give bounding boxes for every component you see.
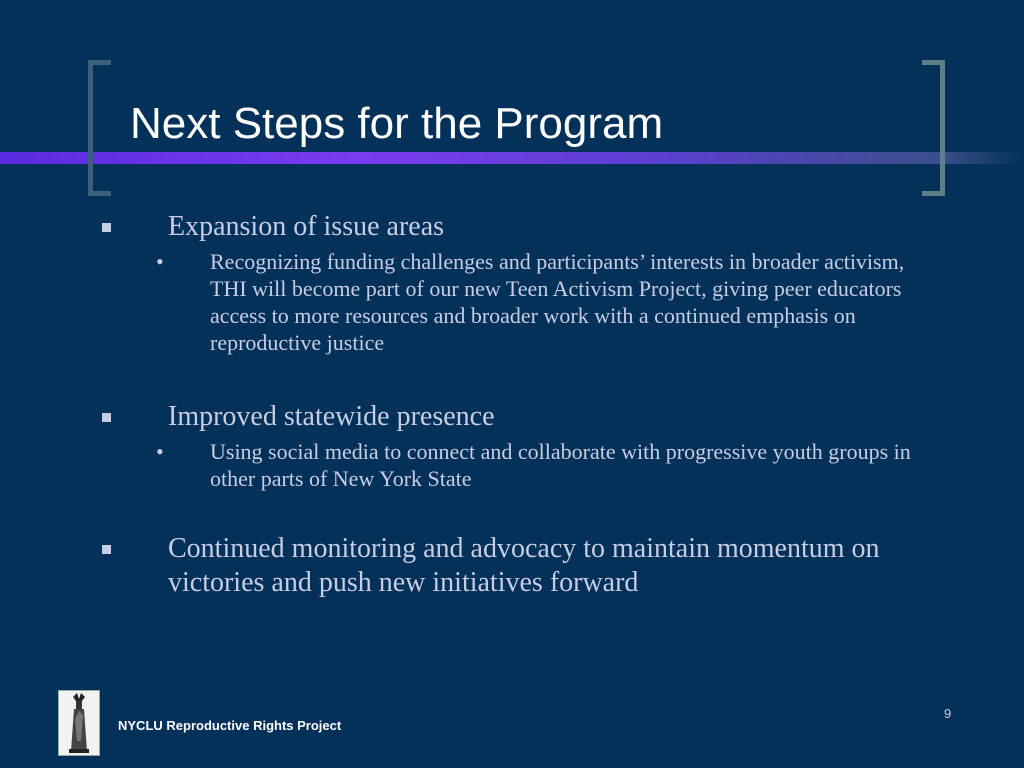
bullet-text: Expansion of issue areas (168, 211, 445, 242)
dot-bullet-icon: • (156, 249, 164, 274)
title-accent-bar (0, 152, 1024, 164)
square-bullet-icon (102, 545, 111, 554)
footer-text: NYCLU Reproductive Rights Project (118, 718, 342, 733)
sub-bullet-item (100, 248, 940, 356)
left-bracket-decoration (88, 60, 111, 196)
sub-bullet-text: Using social media to connect and collaborate with progressive youth groups in other parts of New York State (210, 439, 911, 491)
sub-bullet-text: Recognizing funding challenges and participants’ interests in broader activism, THI will become part of our new Teen Activism Project, giving peer educators access to more resources and broader work with a continued emphasis on reproductive justice (210, 249, 905, 355)
bullet-list (100, 210, 960, 600)
dot-bullet-icon: • (156, 439, 164, 464)
slide-title: Next Steps for the Program (130, 99, 664, 148)
bullet-item (100, 400, 960, 434)
bullet-item (100, 210, 960, 244)
sub-bullet-item (100, 438, 940, 492)
bullet-item (100, 532, 958, 600)
page-number: 9 (944, 706, 952, 721)
right-bracket-decoration (922, 60, 945, 196)
square-bullet-icon (102, 413, 111, 422)
statue-of-liberty-logo-icon (58, 690, 100, 756)
square-bullet-icon (102, 223, 111, 232)
bullet-text: Improved statewide presence (168, 401, 495, 432)
bullet-text: Continued monitoring and advocacy to maintain momentum on victories and push new initiatives forward (168, 533, 880, 598)
